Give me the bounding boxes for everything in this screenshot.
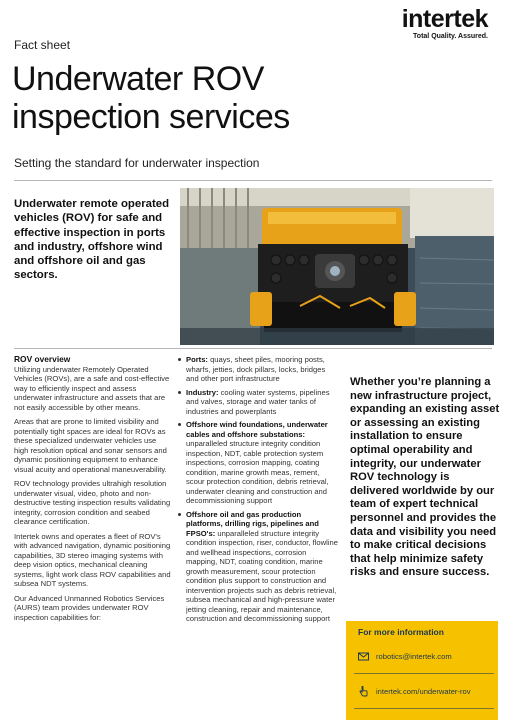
list-item [178,388,338,417]
email-text[interactable]: robotics@intertek.com [376,652,452,661]
intertek-logo [402,6,488,40]
capability-label: Industry: [186,387,219,397]
list-item [178,420,338,506]
intro-text: Underwater remote operated vehicles (ROV) for safe and effective inspection in ports and industry, offshore wind and offshore oil and gas sectors. [14,198,170,282]
doc-type-label: Fact sheet [14,38,71,52]
logo-wordmark: intertek [401,5,488,33]
page-subtitle: Setting the standard for underwater inspection [14,156,260,170]
divider [354,708,494,709]
overview-paragraph: Utilizing underwater Remotely Operated Vehicles (ROVs), are a safe and cost-effective way to efficiently inspect and assess underwater infrastructure and assets that are not easily accessible by other means. [14,364,170,412]
logo-tagline: Total Quality. Assured. [413,33,488,40]
capability-label: Offshore wind foundations, underwater cables and offshore substations: [186,420,328,439]
capability-label: Ports: [186,355,208,364]
pointer-hand-icon [358,686,369,697]
overview-paragraph: Areas that are prone to limited visibility and potentially tight spaces are ideal for ROVs as these specialized underwater vehicles use high resolution optical and sonar sensors and dynamic positioning equipment to enhance visual acuity and operational maneuverability. [14,417,167,474]
overview-paragraph: ROV technology provides ultrahigh resolution underwater visual, video, photo and non-destructive testing inspection results validating integrity, corrosion condition and seabed clearance certification. [14,479,171,526]
website-link[interactable] [358,686,471,697]
callout-quote: Whether you’re planning a new infrastructure project, expanding an existing asset or assessing an existing installation to ensure optimal operability and integrity, our underwater ROV technology is delivered worldwide by our team of expert technical personnel and provides the data and visibility you need to make critical decisions that help minimize safety risks and ensure success. [350,376,500,579]
capability-text: quays, sheet piles, mooring posts, wharfs, jetties, dock pillars, locks, bridges and other port infrastructure [186,355,326,383]
overview-paragraph: Intertek owns and operates a fleet of ROV's with advanced navigation, dynamic positioning capabilities, 3D stereo imaging systems with deep vision optics, mechanical cleaning systems, light work class ROV capabilities and subsea NDT systems. [14,531,171,588]
page-title: Underwater ROV inspection services [12,60,290,136]
divider [14,180,492,181]
capability-label: Offshore oil and gas production platforms, drilling rigs, pipelines and FPSO's: [186,509,319,538]
divider [354,673,494,674]
website-text[interactable]: intertek.com/underwater-rov [376,687,471,696]
email-link[interactable] [358,651,452,662]
capabilities-list [178,355,338,628]
capability-text: unparalleled structure integrity condition inspection, NDT, cable protection system inspections, corrosion mapping, coating condition, marine growth meas, rement, scour protection condition, debris retrieval, underwater cleaning and construction and decommissioning support [186,439,329,505]
rov-photo [180,188,494,345]
contact-heading: For more information [358,627,444,637]
capability-text: cooling water systems, pipelines and valves, storage and water tanks of industries and powerplants [186,387,330,416]
envelope-icon [358,651,369,662]
list-item [178,355,338,384]
overview-heading: ROV overview [14,354,71,364]
overview-section [14,355,172,627]
list-item [178,510,338,624]
divider [14,348,492,349]
overview-paragraph: Our Advanced Unmanned Robotics Services (AURS) team provides underwater ROV inspection capabilities for: [14,593,165,622]
capability-text: unparalleled structure integrity condition inspection, riser, conductor, flowline and wellhead inspections, corrosion mapping, NDT, coating condition, marine growth measurement, scour protection condition plus support to construction and intervention projects such as debris retrieval, subsea mechanical and high-pressure water jetting cleaning, repair and maintenance, construction and decommissioning support [186,528,338,623]
